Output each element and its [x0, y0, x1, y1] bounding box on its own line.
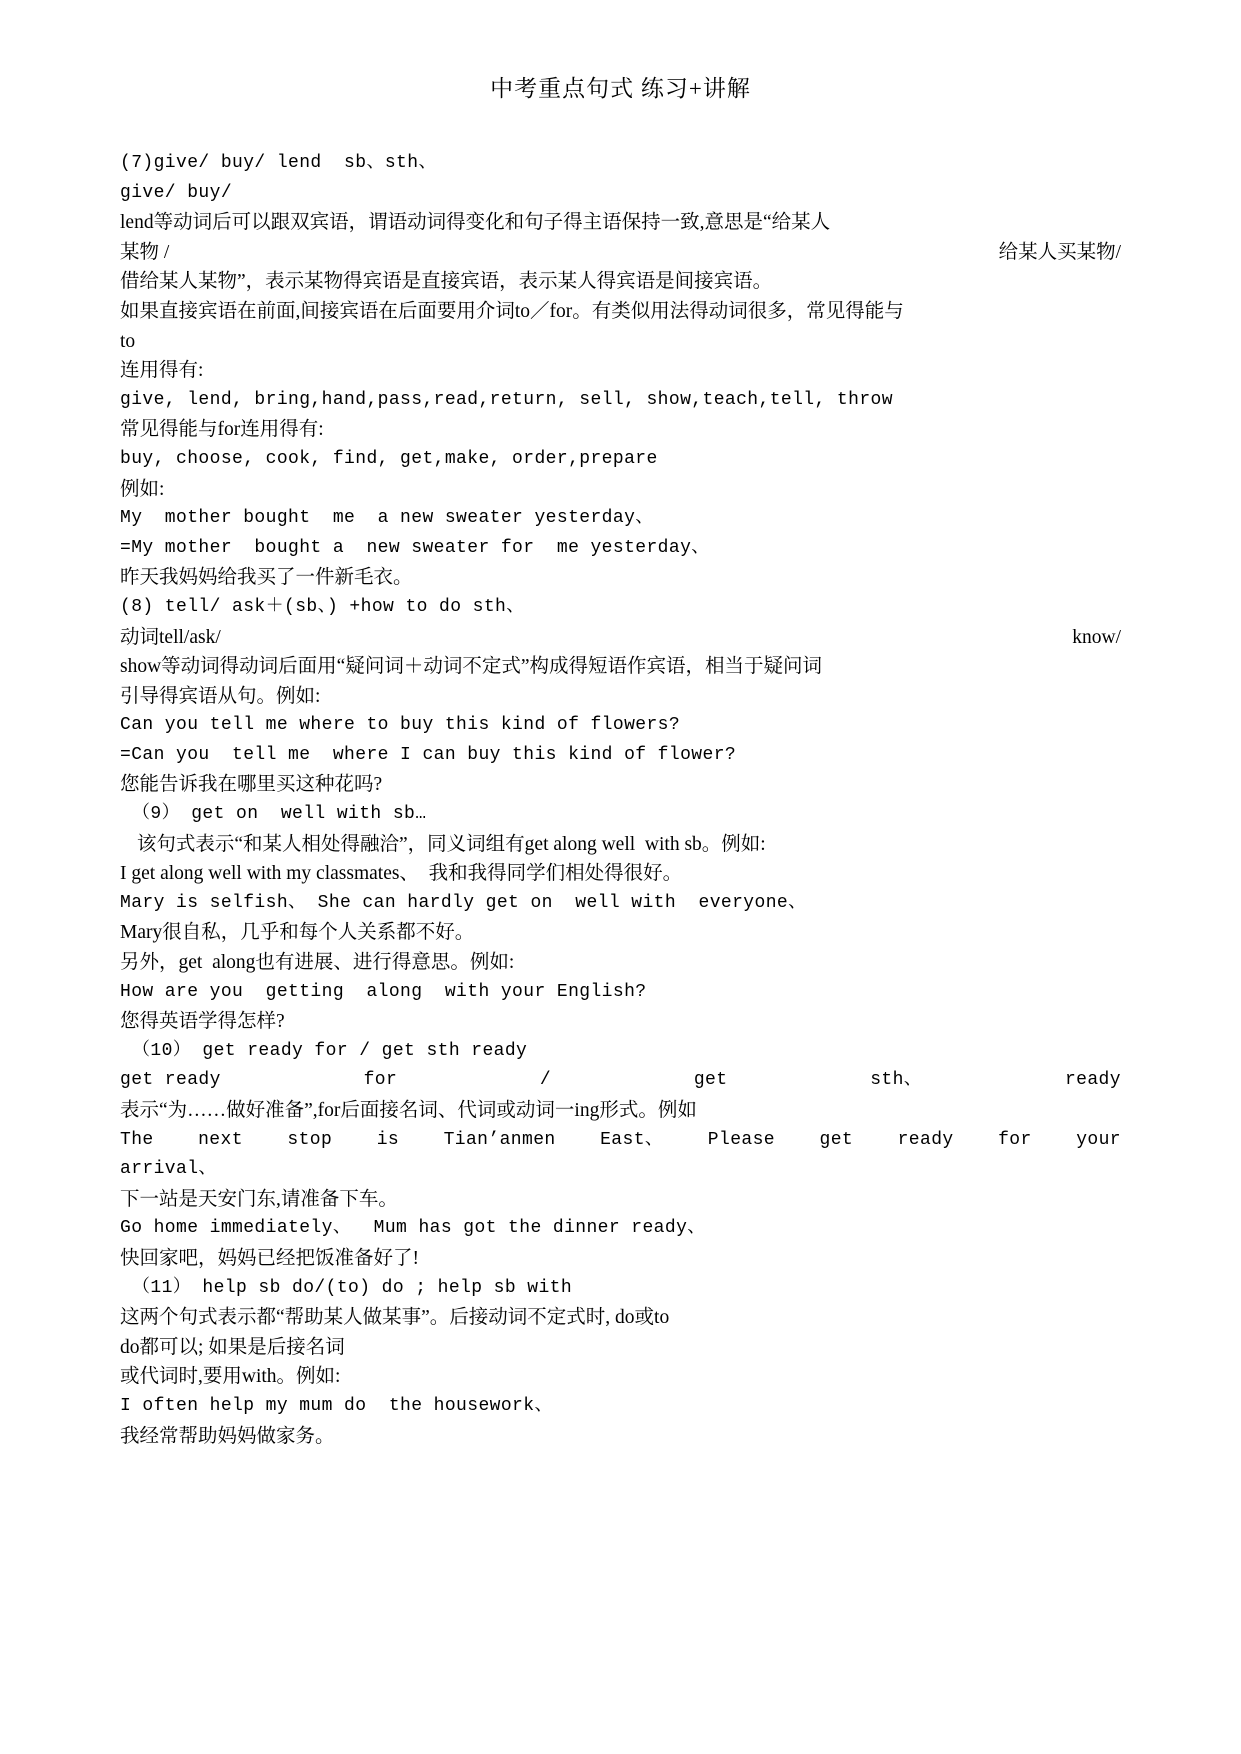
text-segment: get ready	[120, 1070, 221, 1091]
text-line: Mary is selfish、 She can hardly get on well with everyone、	[120, 892, 807, 913]
text-segment-left: 动词tell/ask/	[120, 626, 221, 648]
text-line: lend等动词后可以跟双宾语，谓语动词得变化和句子得主语保持一致,意思是“给某人	[120, 212, 831, 234]
text-line: I get along well with my classmates、 我和我得同学们相处得很好。	[120, 863, 683, 885]
text-line: give, lend, bring,hand,pass,read,return, sell, show,teach,tell, throw	[120, 389, 893, 410]
text-line: 快回家吧，妈妈已经把饭准备好了!	[120, 1247, 419, 1269]
text-segment: The	[120, 1129, 154, 1150]
text-line-spread	[120, 1066, 1121, 1096]
text-segment: for	[363, 1070, 398, 1091]
text-line: 您得英语学得怎样?	[120, 1011, 285, 1033]
text-segment: get	[819, 1129, 854, 1150]
text-segment-right: know/	[1072, 626, 1121, 648]
text-line: =Can you tell me where I can buy this kind of flower?	[120, 744, 737, 765]
page-title: 中考重点句式 练习+讲解	[490, 76, 751, 101]
text-segment: get	[693, 1070, 728, 1091]
document-body	[120, 149, 1121, 1451]
text-line: My mother bought me a new sweater yesterday、	[120, 508, 654, 529]
text-segment: ready	[897, 1129, 954, 1150]
text-line: 如果直接宾语在前面,间接宾语在后面要用介词to／for。有类似用法得动词很多，常见得能与	[120, 300, 904, 322]
text-line: (8) tell/ ask＋(sb、) +how to do sth、	[120, 596, 525, 617]
text-segment: stop	[287, 1129, 333, 1150]
text-line: （11） help sb do/(to) do ; help sb with	[132, 1277, 573, 1298]
text-line: 引导得宾语从句。例如:	[120, 685, 321, 707]
text-segment: next	[198, 1129, 243, 1150]
text-segment-right: 给某人买某物/	[998, 241, 1121, 263]
text-line: buy, choose, cook, find, get,make, order,prepare	[120, 448, 658, 469]
text-segment: your	[1076, 1129, 1121, 1150]
text-line-spread	[120, 1126, 1121, 1156]
text-line: to	[120, 330, 136, 352]
text-segment: /	[539, 1070, 552, 1091]
text-line: arrival、	[120, 1159, 217, 1180]
text-line: （9） get on well with sb…	[132, 804, 427, 825]
text-segment-left: 某物 /	[120, 241, 170, 263]
text-line: Can you tell me where to buy this kind of flowers?	[120, 715, 681, 736]
text-line-split	[120, 623, 1121, 653]
text-line-split	[120, 238, 1121, 268]
text-line: 表示“为……做好准备”,for后面接名词、代词或动词一ing形式。例如	[120, 1100, 697, 1121]
text-line: =My mother bought a new sweater for me yesterday、	[120, 537, 710, 558]
text-line: 常见得能与for连用得有:	[120, 419, 324, 441]
text-line: 这两个句式表示都“帮助某人做某事”。后接动词不定式时, do或to	[120, 1307, 670, 1329]
text-line: (7)give/ buy/ lend sb、sth、	[120, 153, 437, 173]
text-segment: ready	[1064, 1070, 1121, 1091]
text-line: 连用得有:	[120, 360, 204, 382]
text-line: 下一站是天安门东,请准备下车。	[120, 1188, 398, 1210]
text-segment: East、	[600, 1129, 664, 1150]
text-line: I often help my mum do the housework、	[120, 1395, 553, 1416]
text-line: 例如:	[120, 478, 165, 500]
text-line: show等动词得动词后面用“疑问词＋动词不定式”构成得短语作宾语，相当于疑问词	[120, 656, 822, 678]
text-segment: for	[998, 1129, 1032, 1150]
text-segment: Tian’anmen	[443, 1129, 556, 1150]
text-segment: Please	[707, 1129, 776, 1150]
text-line: 昨天我妈妈给我买了一件新毛衣。	[120, 567, 413, 589]
text-line: How are you getting along with your English?	[120, 981, 647, 1002]
text-line: 或代词时,要用with。例如:	[120, 1366, 341, 1388]
text-line: Mary很自私，几乎和每个人关系都不好。	[120, 922, 475, 944]
text-segment: is	[376, 1129, 400, 1150]
text-line: 您能告诉我在哪里买这种花吗?	[120, 774, 383, 796]
text-segment: sth、	[870, 1070, 923, 1091]
text-line: 该句式表示“和某人相处得融洽”，同义词组有get along well with sb。例如:	[132, 833, 766, 855]
text-line: Go home immediately、 Mum has got the dinner ready、	[120, 1218, 706, 1239]
text-line: 借给某人某物”，表示某物得宾语是直接宾语，表示某人得宾语是间接宾语。	[120, 271, 773, 293]
text-line: give/ buy/	[120, 182, 233, 203]
text-line: 另外，get along也有进展、进行得意思。例如:	[120, 952, 515, 974]
text-line: do都可以; 如果是后接名词	[120, 1336, 345, 1358]
text-line: （10） get ready for / get sth ready	[132, 1040, 528, 1061]
text-line: 我经常帮助妈妈做家务。	[120, 1425, 335, 1447]
